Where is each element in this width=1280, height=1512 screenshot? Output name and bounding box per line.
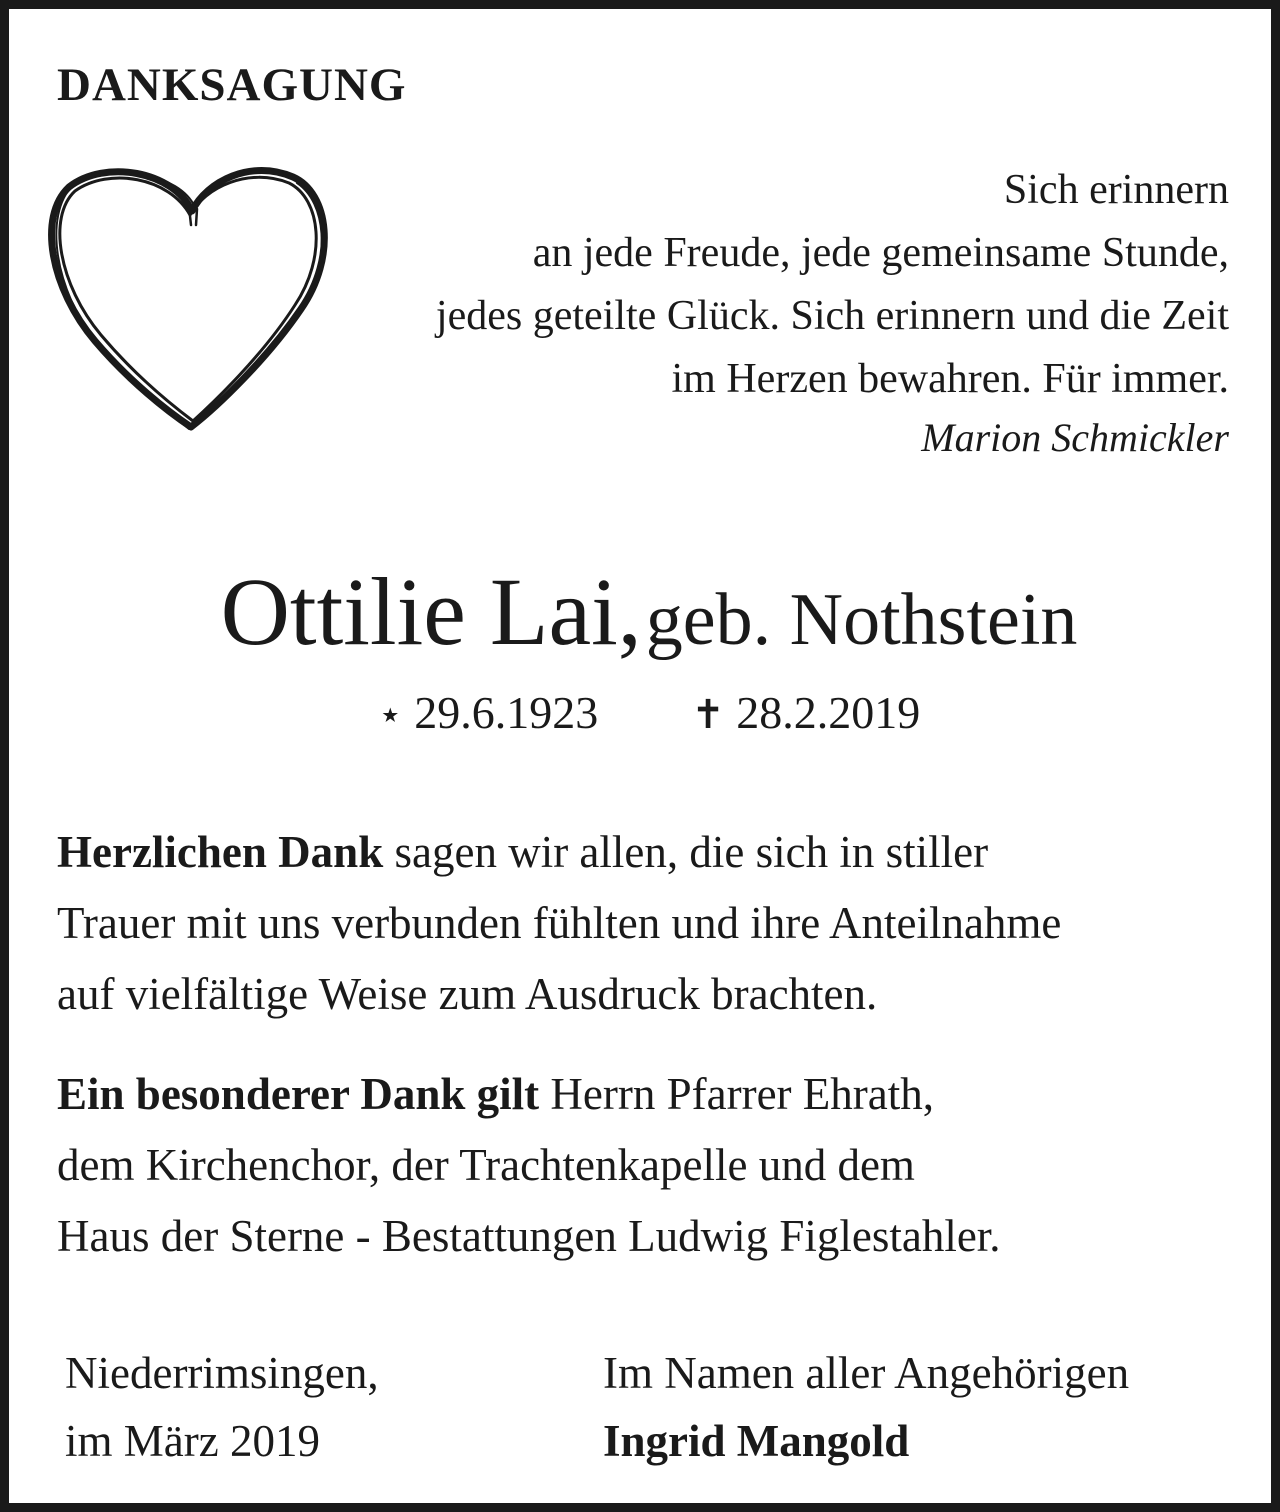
signature-block bbox=[603, 1339, 1129, 1475]
heart-icon bbox=[45, 159, 335, 439]
on-behalf-line: Im Namen aller Angehörigen bbox=[603, 1348, 1130, 1398]
poem-line: Sich erinnern bbox=[1003, 167, 1229, 213]
thanks-text: auf vielfältige Weise zum Ausdruck brachten. bbox=[57, 969, 878, 1019]
notice-heading: DANKSAGUNG bbox=[57, 59, 407, 111]
thanks-paragraph-2 bbox=[57, 1059, 1001, 1272]
poem-line: jedes geteilte Glück. Sich erinnern und die Zeit bbox=[435, 293, 1229, 339]
thanks-lead-2: Ein besonderer Dank gilt bbox=[57, 1069, 540, 1119]
deceased-full-name: Ottilie Lai, bbox=[220, 558, 642, 665]
date: im März 2019 bbox=[65, 1416, 320, 1466]
birth-date: 29.6.1923 bbox=[414, 687, 599, 738]
deceased-name bbox=[9, 557, 1280, 695]
poem bbox=[309, 159, 1229, 411]
thanks-paragraph-1 bbox=[57, 817, 1061, 1030]
thanks-text: Herrn Pfarrer Ehrath, bbox=[539, 1069, 934, 1119]
place-and-date bbox=[65, 1339, 379, 1475]
death-date: 28.2.2019 bbox=[736, 687, 921, 738]
poem-line: an jede Freude, jede gemeinsame Stunde, bbox=[532, 230, 1229, 276]
thanks-lead-1: Herzlichen Dank bbox=[57, 827, 384, 877]
place: Niederrimsingen, bbox=[65, 1348, 379, 1398]
life-dates bbox=[9, 681, 1280, 747]
star-icon: ⋆ bbox=[377, 692, 403, 738]
thanks-text: Haus der Sterne - Bestattungen Ludwig Figlestahler. bbox=[57, 1211, 1001, 1261]
poem-author: Marion Schmickler bbox=[921, 415, 1229, 460]
thanks-text: sagen wir allen, die sich in stiller bbox=[383, 827, 989, 877]
signer-name: Ingrid Mangold bbox=[603, 1416, 910, 1466]
deceased-birth-name: geb. Nothstein bbox=[645, 579, 1078, 661]
thanks-text: Trauer mit uns verbunden fühlten und ihre Anteilnahme bbox=[57, 898, 1062, 948]
poem-line: im Herzen bewahren. Für immer. bbox=[671, 356, 1229, 402]
thanks-text: dem Kirchenchor, der Trachtenkapelle und dem bbox=[57, 1140, 915, 1190]
cross-icon: ✝ bbox=[691, 692, 725, 738]
